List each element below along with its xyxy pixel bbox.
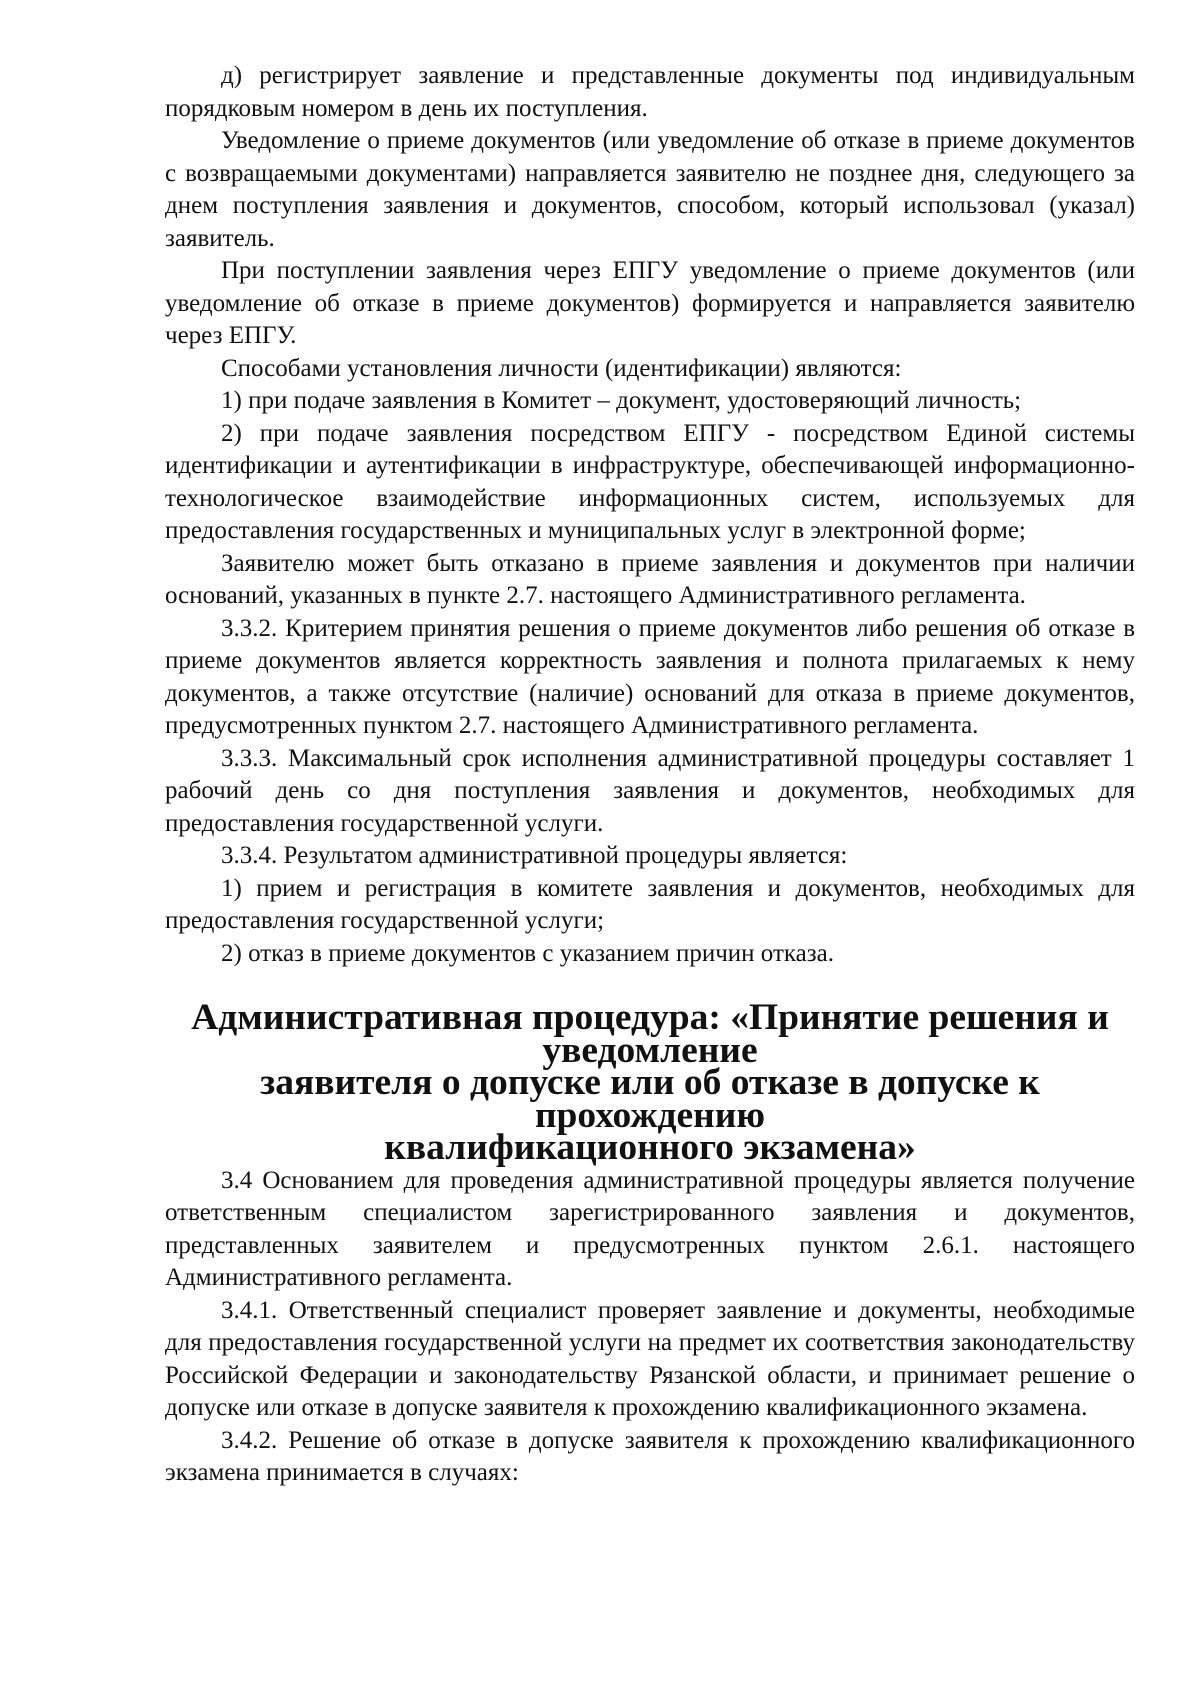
paragraph-3-4-2: 3.4.2. Решение об отказе в допуске заявителя к прохождению квалификационного экзамена принимается в случаях: [165, 1426, 1135, 1486]
document-page [165, 60, 1135, 1490]
list-item-result-2: 2) отказ в приеме документов с указанием причин отказа. [221, 939, 834, 967]
heading-line-1: Административная процедура: «Принятие решения и уведомление [191, 997, 1109, 1071]
paragraph-registration: д) регистрирует заявление и представленные документы под индивидуальным порядковым номером в день их поступления. [165, 62, 1135, 122]
heading-line-3: квалификационного экзамена» [384, 1127, 916, 1168]
paragraph-3-3-4: 3.3.4. Результатом административной процедуры является: [221, 842, 848, 869]
list-item-identification-2: 2) при подаче заявления посредством ЕПГУ - посредством Единой системы идентификации и аутентификации в инфраструктуре, обеспечивающей информационно-технологическое взаимодействие информационных систем, используемых для предоставления государственных и муниципальных услуг в электронной форме; [165, 419, 1135, 544]
paragraph-3-4: 3.4 Основанием для проведения административной процедуры является получение ответственным специалистом зарегистрированного заявления и документов, представленных заявителем и предусмотренных пунктом 2.6.1. настоящего Административного регламента. [165, 1166, 1135, 1291]
paragraph-refusal-grounds: Заявителю может быть отказано в приеме заявления и документов при наличии оснований, указанных в пункте 2.7. настоящего Административного регламента. [165, 549, 1135, 609]
paragraph-3-3-3: 3.3.3. Максимальный срок исполнения административной процедуры составляет 1 рабочий день со дня поступления заявления и документов, необходимых для предоставления государственной услуги. [165, 744, 1135, 837]
paragraph-notification: Уведомление о приеме документов (или уведомление об отказе в приеме документов с возвращаемыми документами) направляется заявителю не позднее дня, следующего за днем поступления заявления и документов, способом, который использовал (указал) заявитель. [165, 127, 1135, 252]
list-item-identification-1: 1) при подаче заявления в Комитет – документ, удостоверяющий личность; [221, 387, 1022, 414]
paragraph-3-3-2: 3.3.2. Критерием принятия решения о приеме документов либо решения об отказе в приеме документов является корректность заявления и полнота прилагаемых к нему документов, а также отсутствие (наличие) оснований для отказа в приеме документов, предусмотренных пунктом 2.7. настоящего Административного регламента. [165, 614, 1135, 739]
paragraph-epgu-notification: При поступлении заявления через ЕПГУ уведомление о приеме документов (или уведомление об отказе в приеме документов) формируется и направляется заявителю через ЕПГУ. [165, 257, 1135, 349]
section-heading [165, 997, 1135, 1168]
heading-line-2: заявителя о допуске или об отказе в допуске к прохождению [260, 1062, 1040, 1136]
list-item-result-1: 1) прием и регистрация в комитете заявления и документов, необходимых для предоставления государственной услуги; [165, 874, 1135, 934]
paragraph-3-4-1: 3.4.1. Ответственный специалист проверяет заявление и документы, необходимые для предоставления государственной услуги на предмет их соответствия законодательству Российской Федерации и законодательству Рязанской области, и принимает решение о допуске или отказе в допуске заявителя к прохождению квалификационного экзамена. [165, 1296, 1135, 1421]
paragraph-identification-methods: Способами установления личности (идентификации) являются: [221, 354, 902, 382]
